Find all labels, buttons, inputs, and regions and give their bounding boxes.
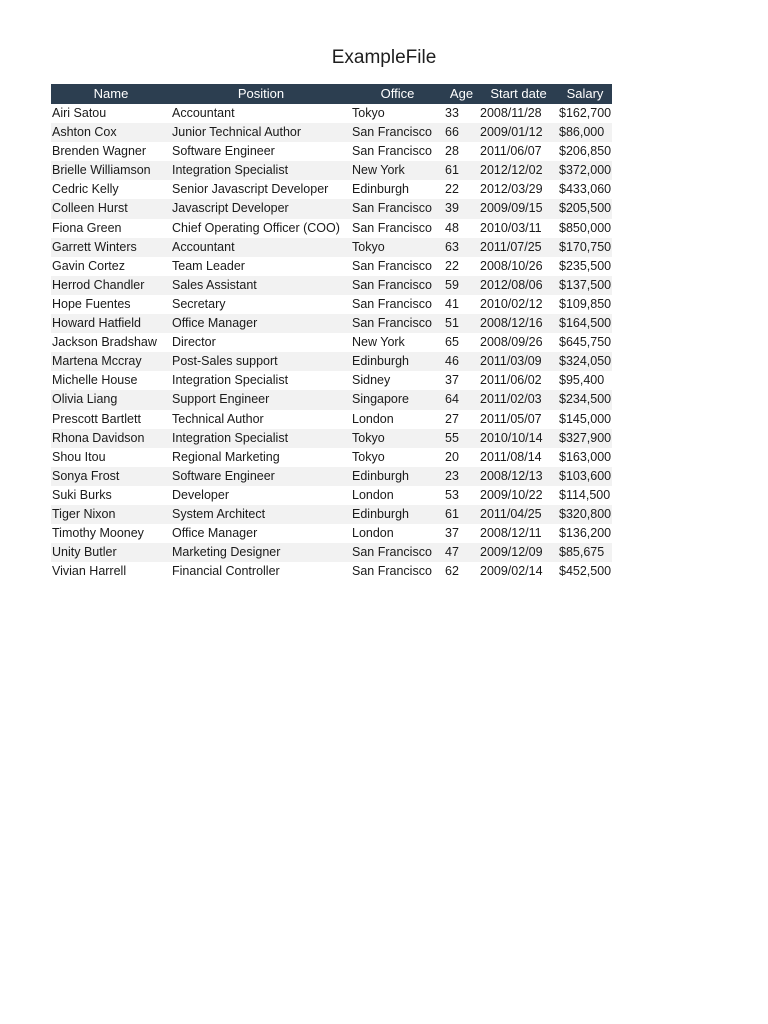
cell-start-date: 2009/12/09 — [479, 543, 558, 562]
column-header-position: Position — [171, 84, 351, 104]
column-header-name: Name — [51, 84, 171, 104]
cell-position: Sales Assistant — [171, 276, 351, 295]
cell-start-date: 2009/02/14 — [479, 562, 558, 581]
employee-table — [51, 84, 612, 581]
cell-age: 20 — [444, 448, 479, 467]
table-row — [51, 352, 612, 371]
cell-position: Director — [171, 333, 351, 352]
cell-age: 23 — [444, 467, 479, 486]
cell-age: 46 — [444, 352, 479, 371]
cell-start-date: 2010/03/11 — [479, 219, 558, 238]
cell-start-date: 2010/10/14 — [479, 429, 558, 448]
cell-position: Senior Javascript Developer — [171, 180, 351, 199]
cell-office: New York — [351, 333, 444, 352]
cell-salary: $85,675 — [558, 543, 612, 562]
table-row — [51, 219, 612, 238]
cell-start-date: 2011/04/25 — [479, 505, 558, 524]
table-row — [51, 467, 612, 486]
cell-salary: $95,400 — [558, 371, 612, 390]
cell-name: Tiger Nixon — [51, 505, 171, 524]
table-row — [51, 238, 612, 257]
cell-name: Vivian Harrell — [51, 562, 171, 581]
table-row — [51, 543, 612, 562]
cell-age: 61 — [444, 161, 479, 180]
cell-age: 62 — [444, 562, 479, 581]
table-row — [51, 486, 612, 505]
cell-salary: $103,600 — [558, 467, 612, 486]
cell-salary: $205,500 — [558, 199, 612, 218]
cell-name: Herrod Chandler — [51, 276, 171, 295]
cell-age: 48 — [444, 219, 479, 238]
cell-position: Junior Technical Author — [171, 123, 351, 142]
cell-position: Software Engineer — [171, 467, 351, 486]
cell-office: San Francisco — [351, 314, 444, 333]
table-row — [51, 314, 612, 333]
cell-salary: $206,850 — [558, 142, 612, 161]
table-header — [51, 84, 612, 104]
table-row — [51, 410, 612, 429]
cell-position: Javascript Developer — [171, 199, 351, 218]
cell-position: Team Leader — [171, 257, 351, 276]
cell-salary: $372,000 — [558, 161, 612, 180]
column-header-salary: Salary — [558, 84, 612, 104]
cell-position: Integration Specialist — [171, 371, 351, 390]
cell-name: Jackson Bradshaw — [51, 333, 171, 352]
cell-salary: $324,050 — [558, 352, 612, 371]
cell-name: Suki Burks — [51, 486, 171, 505]
table-row — [51, 142, 612, 161]
cell-name: Rhona Davidson — [51, 429, 171, 448]
cell-age: 59 — [444, 276, 479, 295]
column-header-office: Office — [351, 84, 444, 104]
cell-name: Fiona Green — [51, 219, 171, 238]
cell-age: 41 — [444, 295, 479, 314]
cell-name: Martena Mccray — [51, 352, 171, 371]
cell-position: Support Engineer — [171, 390, 351, 409]
cell-position: Technical Author — [171, 410, 351, 429]
cell-age: 53 — [444, 486, 479, 505]
table-row — [51, 505, 612, 524]
cell-salary: $86,000 — [558, 123, 612, 142]
cell-name: Cedric Kelly — [51, 180, 171, 199]
cell-office: Edinburgh — [351, 505, 444, 524]
cell-name: Hope Fuentes — [51, 295, 171, 314]
cell-age: 47 — [444, 543, 479, 562]
cell-start-date: 2012/12/02 — [479, 161, 558, 180]
cell-salary: $145,000 — [558, 410, 612, 429]
cell-office: Tokyo — [351, 238, 444, 257]
cell-name: Ashton Cox — [51, 123, 171, 142]
cell-name: Garrett Winters — [51, 238, 171, 257]
cell-name: Unity Butler — [51, 543, 171, 562]
cell-start-date: 2011/07/25 — [479, 238, 558, 257]
cell-start-date: 2008/12/16 — [479, 314, 558, 333]
cell-age: 27 — [444, 410, 479, 429]
cell-salary: $320,800 — [558, 505, 612, 524]
cell-start-date: 2008/12/13 — [479, 467, 558, 486]
cell-position: Chief Operating Officer (COO) — [171, 219, 351, 238]
cell-office: San Francisco — [351, 543, 444, 562]
cell-name: Prescott Bartlett — [51, 410, 171, 429]
cell-office: San Francisco — [351, 123, 444, 142]
table-row — [51, 448, 612, 467]
table-row — [51, 123, 612, 142]
cell-salary: $109,850 — [558, 295, 612, 314]
cell-name: Olivia Liang — [51, 390, 171, 409]
cell-start-date: 2011/03/09 — [479, 352, 558, 371]
cell-start-date: 2009/10/22 — [479, 486, 558, 505]
cell-start-date: 2011/06/07 — [479, 142, 558, 161]
cell-office: Edinburgh — [351, 180, 444, 199]
cell-name: Sonya Frost — [51, 467, 171, 486]
cell-start-date: 2009/09/15 — [479, 199, 558, 218]
table-row — [51, 562, 612, 581]
cell-start-date: 2008/12/11 — [479, 524, 558, 543]
cell-office: San Francisco — [351, 142, 444, 161]
cell-name: Shou Itou — [51, 448, 171, 467]
cell-salary: $235,500 — [558, 257, 612, 276]
cell-name: Brielle Williamson — [51, 161, 171, 180]
cell-age: 37 — [444, 524, 479, 543]
document-title: ExampleFile — [331, 47, 437, 68]
column-header-age: Age — [444, 84, 479, 104]
cell-salary: $850,000 — [558, 219, 612, 238]
cell-office: Edinburgh — [351, 467, 444, 486]
cell-salary: $163,000 — [558, 448, 612, 467]
cell-position: Financial Controller — [171, 562, 351, 581]
cell-start-date: 2011/06/02 — [479, 371, 558, 390]
table-row — [51, 524, 612, 543]
cell-start-date: 2011/08/14 — [479, 448, 558, 467]
cell-position: Secretary — [171, 295, 351, 314]
cell-salary: $327,900 — [558, 429, 612, 448]
table-row — [51, 371, 612, 390]
cell-age: 61 — [444, 505, 479, 524]
cell-name: Gavin Cortez — [51, 257, 171, 276]
cell-office: San Francisco — [351, 276, 444, 295]
cell-name: Colleen Hurst — [51, 199, 171, 218]
table-row — [51, 333, 612, 352]
cell-name: Michelle House — [51, 371, 171, 390]
table-row — [51, 161, 612, 180]
cell-age: 28 — [444, 142, 479, 161]
cell-position: Software Engineer — [171, 142, 351, 161]
cell-office: San Francisco — [351, 199, 444, 218]
cell-position: Post-Sales support — [171, 352, 351, 371]
cell-position: Marketing Designer — [171, 543, 351, 562]
cell-start-date: 2009/01/12 — [479, 123, 558, 142]
cell-office: London — [351, 524, 444, 543]
cell-start-date: 2011/02/03 — [479, 390, 558, 409]
cell-start-date: 2012/08/06 — [479, 276, 558, 295]
cell-age: 63 — [444, 238, 479, 257]
cell-office: London — [351, 486, 444, 505]
table-row — [51, 104, 612, 123]
table-row — [51, 390, 612, 409]
cell-age: 22 — [444, 257, 479, 276]
cell-salary: $433,060 — [558, 180, 612, 199]
cell-age: 64 — [444, 390, 479, 409]
cell-age: 39 — [444, 199, 479, 218]
cell-office: Sidney — [351, 371, 444, 390]
cell-name: Timothy Mooney — [51, 524, 171, 543]
cell-start-date: 2008/11/28 — [479, 104, 558, 123]
cell-salary: $162,700 — [558, 104, 612, 123]
cell-start-date: 2011/05/07 — [479, 410, 558, 429]
cell-office: Tokyo — [351, 104, 444, 123]
table-row — [51, 429, 612, 448]
cell-office: Tokyo — [351, 429, 444, 448]
cell-position: Office Manager — [171, 524, 351, 543]
cell-salary: $164,500 — [558, 314, 612, 333]
cell-start-date: 2008/09/26 — [479, 333, 558, 352]
cell-salary: $234,500 — [558, 390, 612, 409]
table-row — [51, 295, 612, 314]
cell-position: Regional Marketing — [171, 448, 351, 467]
table-row — [51, 180, 612, 199]
cell-age: 33 — [444, 104, 479, 123]
cell-position: Accountant — [171, 238, 351, 257]
cell-start-date: 2008/10/26 — [479, 257, 558, 276]
cell-age: 65 — [444, 333, 479, 352]
cell-age: 37 — [444, 371, 479, 390]
cell-salary: $136,200 — [558, 524, 612, 543]
cell-position: Accountant — [171, 104, 351, 123]
cell-salary: $170,750 — [558, 238, 612, 257]
cell-position: Integration Specialist — [171, 429, 351, 448]
cell-office: New York — [351, 161, 444, 180]
cell-age: 66 — [444, 123, 479, 142]
cell-position: System Architect — [171, 505, 351, 524]
table-row — [51, 257, 612, 276]
table-row — [51, 276, 612, 295]
cell-start-date: 2012/03/29 — [479, 180, 558, 199]
header-row — [51, 84, 612, 104]
cell-start-date: 2010/02/12 — [479, 295, 558, 314]
cell-position: Office Manager — [171, 314, 351, 333]
cell-office: Tokyo — [351, 448, 444, 467]
cell-office: San Francisco — [351, 562, 444, 581]
cell-salary: $137,500 — [558, 276, 612, 295]
cell-office: Singapore — [351, 390, 444, 409]
cell-name: Airi Satou — [51, 104, 171, 123]
cell-position: Developer — [171, 486, 351, 505]
cell-salary: $645,750 — [558, 333, 612, 352]
cell-office: San Francisco — [351, 257, 444, 276]
cell-age: 55 — [444, 429, 479, 448]
cell-office: Edinburgh — [351, 352, 444, 371]
cell-position: Integration Specialist — [171, 161, 351, 180]
table-body — [51, 104, 612, 581]
cell-age: 22 — [444, 180, 479, 199]
cell-office: London — [351, 410, 444, 429]
table-row — [51, 199, 612, 218]
cell-name: Brenden Wagner — [51, 142, 171, 161]
cell-salary: $452,500 — [558, 562, 612, 581]
cell-office: San Francisco — [351, 219, 444, 238]
cell-age: 51 — [444, 314, 479, 333]
cell-name: Howard Hatfield — [51, 314, 171, 333]
cell-salary: $114,500 — [558, 486, 612, 505]
column-header-start-date: Start date — [479, 84, 558, 104]
cell-office: San Francisco — [351, 295, 444, 314]
